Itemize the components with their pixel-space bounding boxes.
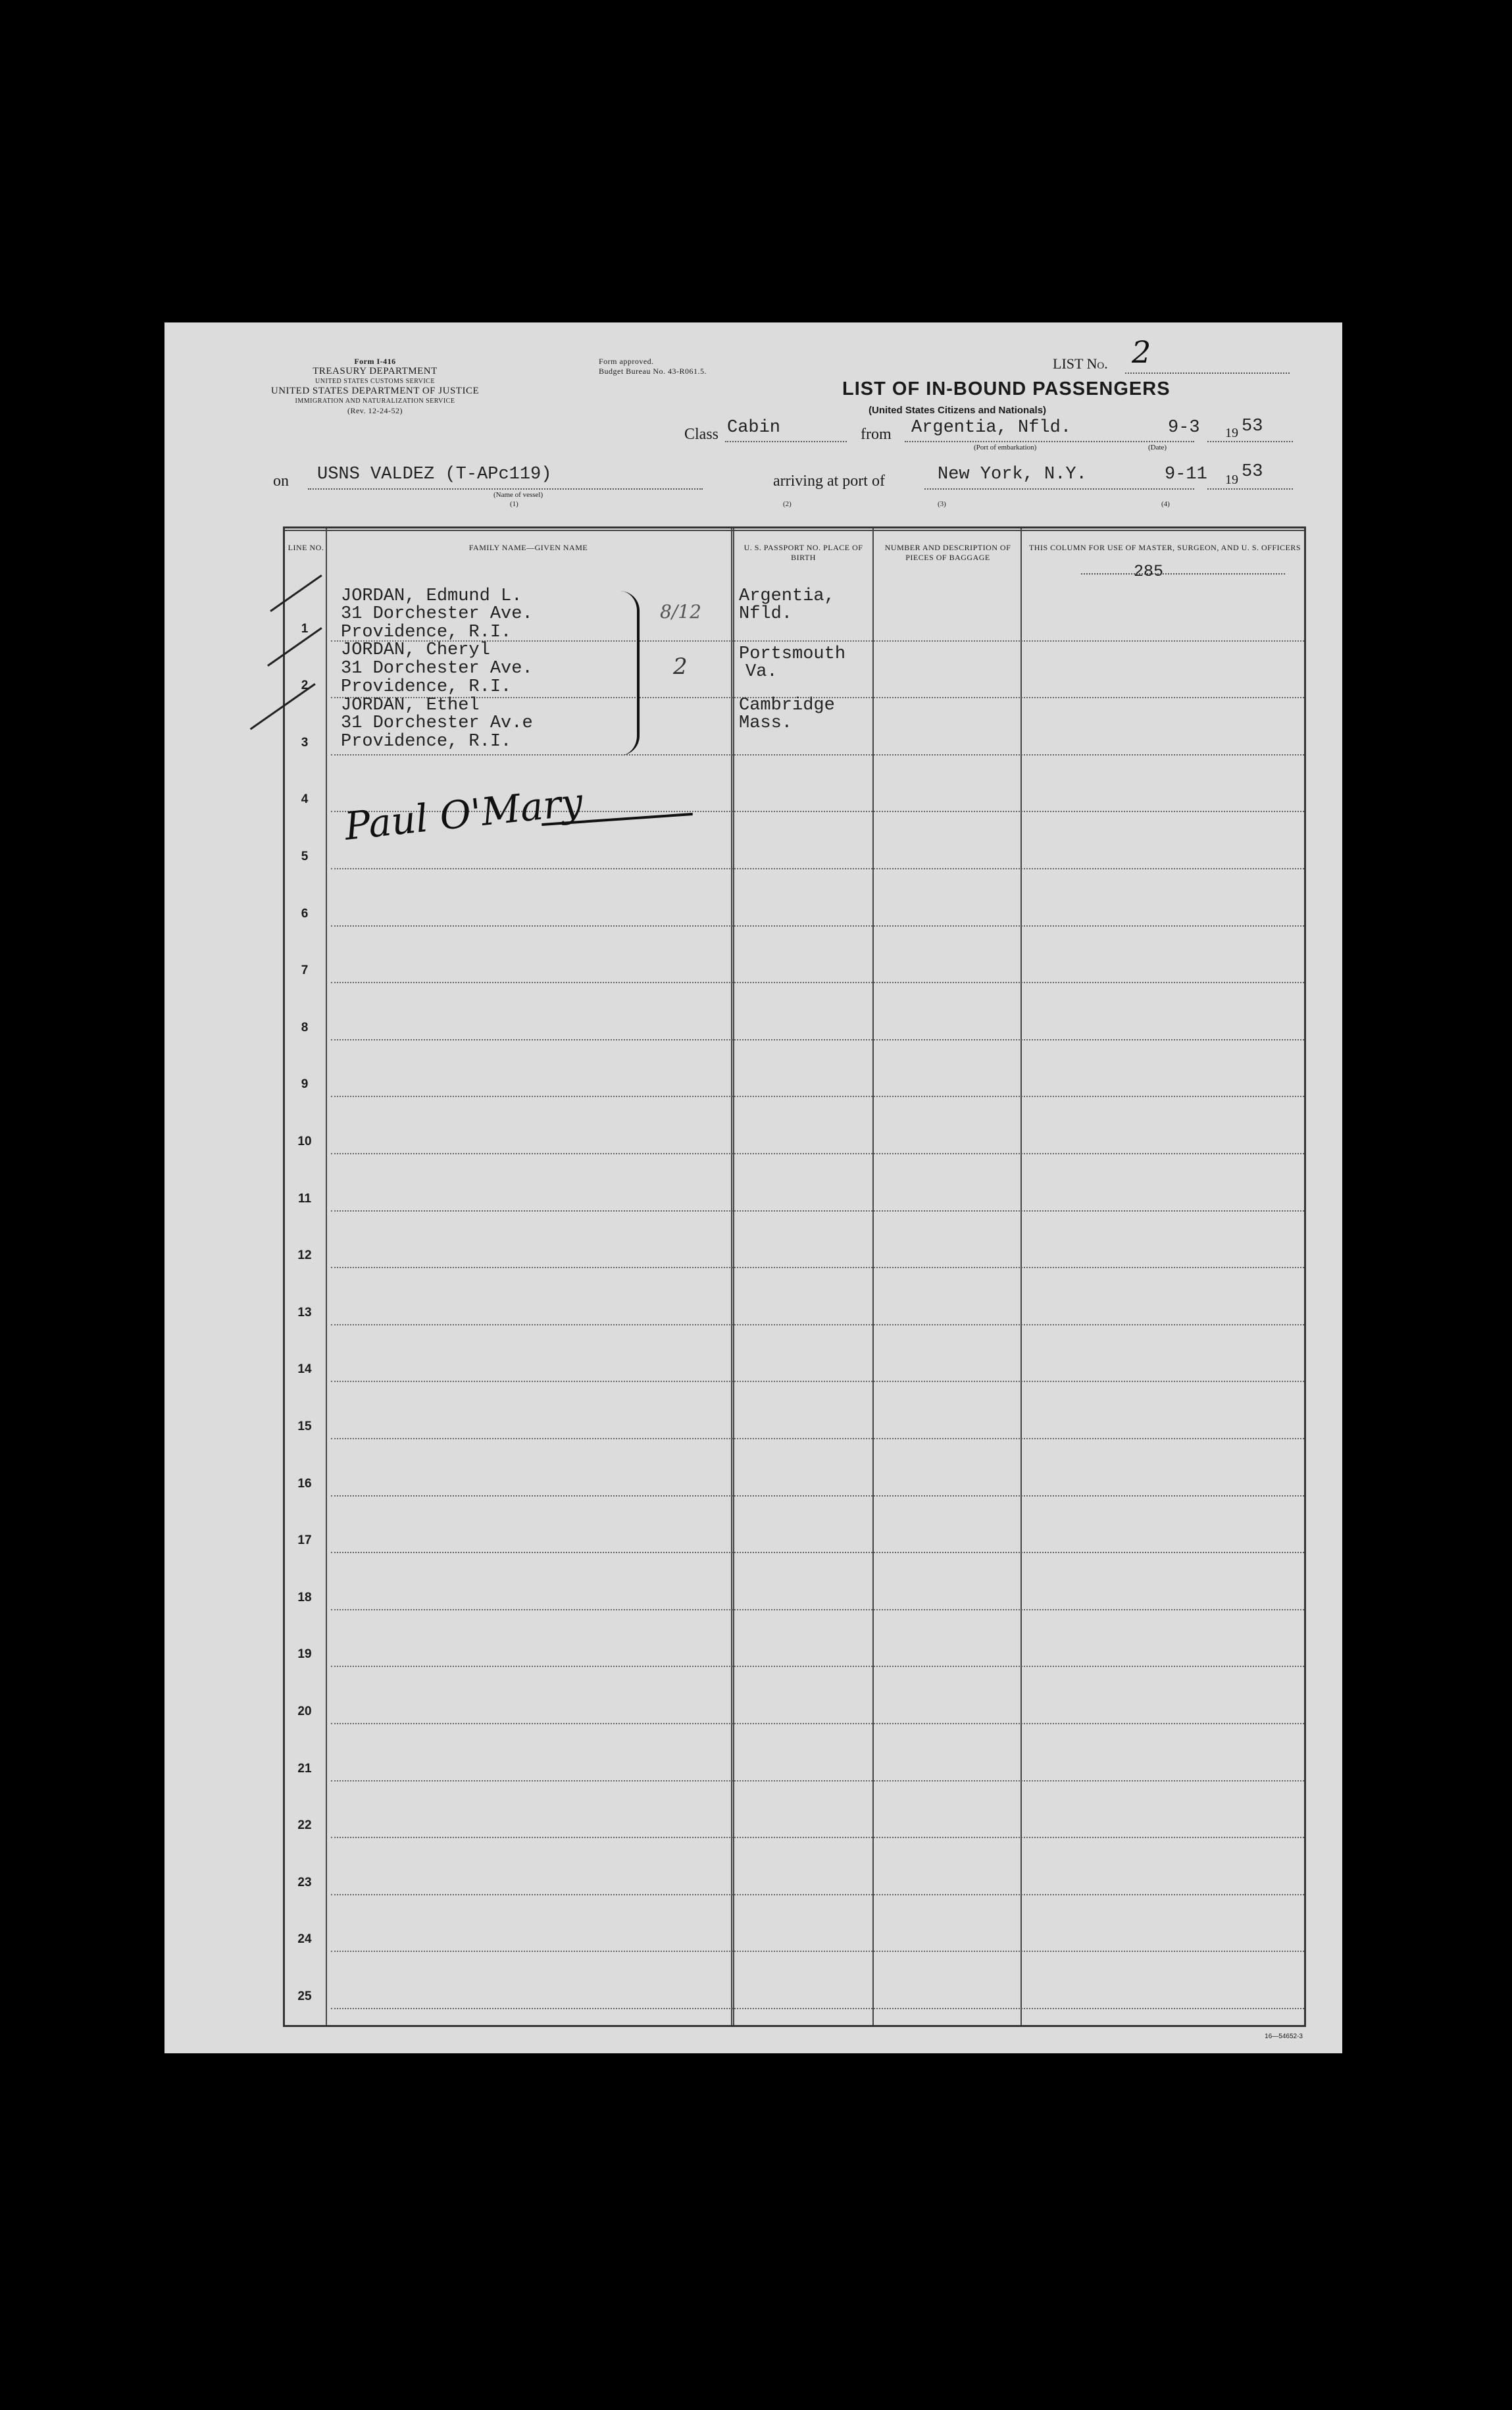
row-number: 18 — [297, 1590, 312, 1604]
approval-block — [599, 357, 707, 376]
row-number: 10 — [297, 1135, 312, 1148]
print-code: 16—54652-3 — [1265, 2033, 1303, 2040]
birthplace: Argentia, — [739, 586, 835, 606]
check-mark — [250, 683, 316, 730]
row-number: 20 — [297, 1705, 312, 1718]
row-number: 11 — [297, 1191, 312, 1206]
form-approved: Form approved. — [599, 357, 654, 366]
table-row — [331, 1723, 1304, 1724]
table-row — [331, 1609, 1304, 1610]
vessel-value: USNS VALDEZ (T-APc119) — [317, 465, 552, 484]
on-label: on — [273, 473, 289, 490]
table-row — [331, 1267, 1304, 1268]
passenger-name: JORDAN, Cheryl — [341, 640, 490, 660]
row-number: 24 — [297, 1932, 312, 1947]
header-line-no: LINE NO. — [288, 543, 324, 552]
arrival-year: 53 — [1242, 462, 1263, 482]
form-number: Form I-416 — [354, 357, 396, 366]
table-row — [331, 868, 1304, 869]
row-number: 2 — [301, 679, 309, 693]
birthplace-region: Mass. — [739, 713, 793, 733]
birthplace-region: Va. — [745, 662, 778, 682]
row-number: 21 — [297, 1761, 312, 1776]
header-passport: U. S. PASSPORT NO. PLACE OF BIRTH — [743, 543, 863, 562]
from-caption: (Port of embarkation) — [974, 444, 1037, 451]
row-number: 13 — [297, 1305, 312, 1320]
ins: IMMIGRATION AND NATURALIZATION SERVICE — [295, 397, 455, 405]
table-row — [331, 1495, 1304, 1497]
header-officers: THIS COLUMN FOR USE OF MASTER, SURGEON, AND U. S. OFFICERS — [1028, 543, 1301, 552]
table-row — [331, 1153, 1304, 1154]
passenger-name: JORDAN, Edmund L. — [341, 586, 522, 606]
table-row — [331, 2008, 1304, 2009]
table-row — [331, 1039, 1304, 1040]
row-number: 16 — [297, 1476, 312, 1491]
row-number: 23 — [297, 1875, 312, 1889]
table-row — [331, 1324, 1304, 1325]
row-number: 9 — [301, 1077, 309, 1092]
agency-block — [250, 357, 500, 416]
date-caption: (Date) — [1148, 444, 1167, 451]
list-no-label: LIST No. — [1053, 355, 1108, 372]
row-number: 3 — [301, 735, 309, 750]
caption-3: (3) — [938, 500, 946, 508]
table-row — [331, 925, 1304, 927]
date-year: 53 — [1242, 417, 1263, 436]
revision: (Rev. 12-24-52) — [347, 406, 403, 415]
arrival-date: 9-11 — [1165, 465, 1207, 484]
check-mark — [270, 575, 322, 612]
row-number: 14 — [297, 1362, 312, 1377]
arriving-label: arriving at port of — [773, 473, 885, 490]
table-row — [331, 1780, 1304, 1782]
passenger-name: JORDAN, Ethel — [341, 696, 480, 715]
row-number: 25 — [297, 1989, 312, 2003]
class-value: Cabin — [727, 418, 781, 438]
table-row — [331, 1837, 1304, 1838]
table-row — [331, 1210, 1304, 1212]
row-number: 12 — [297, 1248, 312, 1263]
header-baggage: NUMBER AND DESCRIPTION OF PIECES OF BAGGAGE — [884, 543, 1011, 562]
form-title: LIST OF IN-BOUND PASSENGERS — [842, 378, 1171, 399]
table-row — [331, 1552, 1304, 1553]
passenger-address: 31 Dorchester Av.e — [341, 713, 533, 733]
row-number: 5 — [301, 850, 309, 863]
budget-bureau: Budget Bureau No. 43-R061.5. — [599, 367, 707, 376]
row-number: 15 — [297, 1420, 312, 1433]
treasury-department: TREASURY DEPARTMENT — [313, 366, 438, 376]
header-family-name: FAMILY NAME—GIVEN NAME — [468, 543, 588, 552]
birthplace-region: Nfld. — [739, 604, 793, 624]
row-number: 7 — [301, 963, 309, 978]
margin-note: 2 — [673, 654, 688, 680]
passenger-table — [283, 526, 1306, 2027]
caption-4: (4) — [1161, 500, 1170, 508]
customs-service: UNITED STATES CUSTOMS SERVICE — [315, 378, 435, 385]
vessel-caption: (Name of vessel) — [493, 491, 543, 499]
birthplace: Portsmouth — [739, 644, 846, 664]
row-number: 17 — [297, 1533, 312, 1548]
officers-note: 285 — [1134, 562, 1164, 581]
passenger-address: 31 Dorchester Ave. — [341, 659, 533, 679]
row-number: 4 — [301, 792, 309, 807]
date-year-prefix: 19 — [1225, 426, 1238, 440]
class-label: Class — [684, 426, 719, 443]
caption-1: (1) — [510, 500, 518, 508]
table-row — [331, 1951, 1304, 1952]
signature: Paul O'Mary — [342, 779, 585, 849]
table-row — [331, 1666, 1304, 1667]
table-row — [331, 754, 1304, 756]
passenger-city: Providence, R.I. — [341, 732, 512, 752]
justice-department: UNITED STATES DEPARTMENT OF JUSTICE — [270, 386, 480, 396]
passenger-city: Providence, R.I. — [341, 677, 512, 697]
caption-2: (2) — [783, 500, 792, 508]
date-value: 9-3 — [1168, 418, 1200, 438]
form-subtitle: (United States Citizens and Nationals) — [869, 405, 1047, 416]
table-row — [331, 1894, 1304, 1895]
table-row — [331, 1438, 1304, 1439]
row-number: 1 — [301, 621, 309, 636]
row-number: 6 — [301, 906, 309, 921]
bracket-mark — [617, 591, 640, 756]
arrival-year-prefix: 19 — [1225, 473, 1238, 487]
table-row — [331, 1381, 1304, 1382]
passenger-city: Providence, R.I. — [341, 623, 512, 642]
table-row — [331, 1096, 1304, 1097]
row-number: 8 — [301, 1020, 309, 1035]
from-label: from — [861, 426, 892, 443]
row-number: 22 — [297, 1818, 312, 1833]
from-value: Argentia, Nfld. — [911, 418, 1072, 438]
passenger-address: 31 Dorchester Ave. — [341, 604, 533, 624]
port-value: New York, N.Y. — [938, 465, 1087, 484]
margin-note: 8/12 — [660, 601, 701, 623]
table-row — [331, 982, 1304, 983]
list-no-value: 2 — [1132, 334, 1151, 370]
birthplace: Cambridge — [739, 696, 835, 715]
manifest-sheet — [164, 322, 1342, 2053]
row-number: 19 — [297, 1647, 312, 1662]
